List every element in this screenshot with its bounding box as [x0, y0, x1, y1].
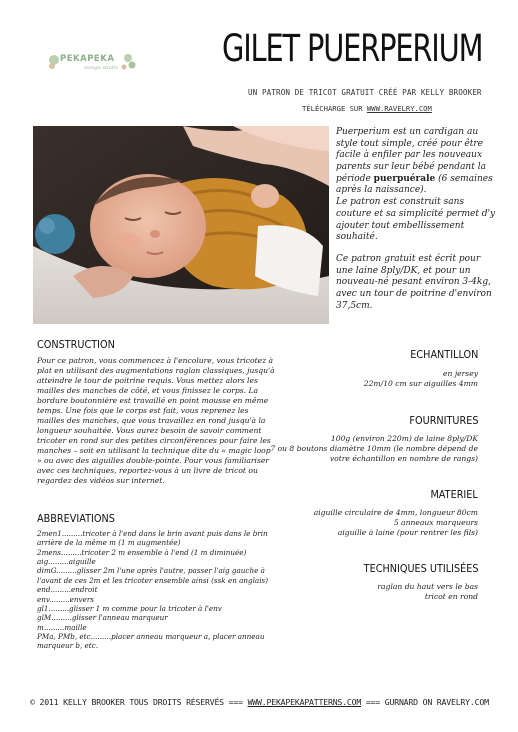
supplies-heading: FOURNITURES [408, 414, 478, 427]
intro-paragraph-1: Puerperium est un cardigan au style tout simple, créé pour être facile à enfiler par les nouveaux parents sur leur bébé pendant la période puerpuérale (6 semaines après la naissance). Le patron est construit sans couture et sa simplicité permet d'y ajouter tout embellissement souhaité. [336, 127, 496, 243]
footer-copyright: © 2011 KELLY BROOKER TOUS DROITS RÉSERVÉS [30, 697, 224, 707]
abbreviation-item: 2mens.........tricoter 2 m ensemble à l'end (1 m diminuée) [37, 547, 247, 557]
footer-separator: === [365, 697, 381, 707]
footer-website-link[interactable]: WWW.PEKAPEKAPATTERNS.COM [247, 697, 362, 707]
techniques-text [268, 582, 478, 602]
download-prefix: TÉLÉCHARGE SUR [302, 104, 363, 113]
materials-line: 5 anneaux marqueurs [393, 517, 478, 527]
abbreviation-item: end.........endroit [37, 585, 98, 595]
page-title: GILET PUERPERIUM [222, 27, 483, 70]
supplies-line: 100g (environ 220m) de laine 8ply/DK [330, 434, 478, 443]
intro-paragraph-2: Le patron est construit sans couture et sa simplicité permet d'y ajouter tout embellissement souhaité. [336, 197, 496, 243]
abbreviation-item: m.........maille [37, 622, 87, 632]
baby-photo [33, 126, 329, 324]
materials-heading: MATERIEL [430, 488, 478, 501]
intro-highlight: puerpuérale [373, 173, 436, 184]
abbreviation-item: aig.........aiguille [37, 557, 96, 567]
abbreviation-item: dimG.........glisser 2m l'une après l'autre, passer l'aig gauche à l'avant de ces 2m et les tricoter ensemble ainsi (ssk en anglais) [37, 566, 269, 585]
supplies-line: 7 ou 8 boutons diamètre 10mm (le nombre dépend de votre échantillon en nombre de rangs) [270, 443, 478, 463]
page-footer [30, 697, 490, 707]
gauge-line: en jersey [443, 369, 478, 378]
abbreviation-item: gl1.........glisser 1 m comme pour la tricoter à l'env [37, 603, 222, 613]
logo-tagline: design studio [84, 65, 118, 71]
techniques-line: raglan du haut vers le bas [377, 582, 478, 591]
intro-text [336, 127, 496, 322]
ravelry-link[interactable]: WWW.RAVELRY.COM [366, 104, 432, 113]
materials-text [268, 508, 478, 538]
gauge-heading: ECHANTILLON [409, 348, 478, 361]
techniques-heading: TECHNIQUES UTILISÉES [363, 562, 478, 575]
abbreviation-item: env.........envers [37, 594, 94, 604]
abbreviations-list [37, 529, 282, 651]
abbreviations-heading: ABBREVIATIONS [37, 512, 115, 525]
gauge-line: 22m/10 cm sur aiguilles 4mm [363, 378, 478, 388]
abbreviation-item: glM.........glisser l'anneau marqueur [37, 613, 168, 623]
page-subtitle: UN PATRON DE TRICOT GRATUIT CRÉÉ PAR KELLY BROOKER [248, 88, 482, 97]
abbreviation-item: PMa, PMb, etc.........placer anneau marqueur a, placer anneau marqueur b, etc. [37, 631, 265, 651]
construction-text: Pour ce patron, vous commencez à l'encolure, vous tricotez à plat en utilisant des augmentations raglan classiques, jusqu'à atteindre le tour de poitrine requis. Vous mettez alors les mailles des manches de côté, et vous finissez le corps. La bordure boutonnière est travaillé en point mousse en même temps. Une fois que le corps est fait, vous reprenez les mailles des manches, que vous travaillez en rond jusqu'à la longueur souhaitée. Vous aurez besoin de savoir comment tricoter en rond sur des petites circonférences pour faire les manches – soit en utilisant la technique dite du « magic loop » ou avec des aiguilles double-pointe. Pour vous familiariser avec ces techniques, reportez-vous à un livre de tricot ou regardez des vidéos sur internet. [37, 356, 275, 486]
abbreviation-item: 2men1.........tricoter à l'end dans le brin avant puis dans le brin arrière de la même m (1 m augmentée) [37, 529, 268, 548]
intro-paragraph-3: Ce patron gratuit est écrit pour une laine 8ply/DK, et pour un nouveau-né pesant environ 3-4kg, avec un tour de poitrine d'environ 37,5cm. [336, 253, 492, 311]
footer-separator: === [228, 697, 243, 707]
materials-line: aiguille circulaire de 4mm, longueur 80cm [313, 508, 478, 517]
supplies-text [268, 434, 478, 464]
sleeping-baby-illustration [33, 126, 329, 324]
footer-ravelry: GURNARD ON RAVELRY.COM [384, 697, 489, 707]
construction-heading: CONSTRUCTION [37, 338, 115, 351]
techniques-line: tricot en rond [424, 591, 478, 601]
logo-text: PEKAPEKA [60, 54, 115, 64]
download-line [302, 104, 432, 113]
materials-line: aiguille à laine (pour rentrer les fils) [337, 527, 478, 537]
gauge-text [268, 369, 478, 389]
pekapeka-logo [48, 48, 136, 76]
